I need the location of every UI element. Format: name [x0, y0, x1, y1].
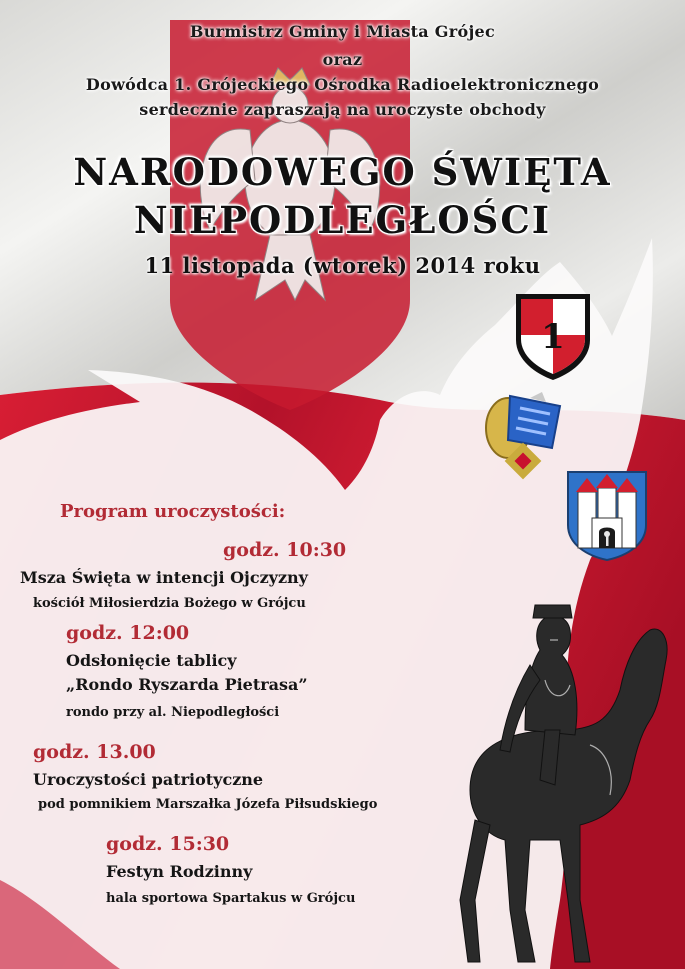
signals-corps-emblem: [480, 388, 572, 480]
event-time-1: godz. 10:30: [223, 539, 347, 561]
event-1-title: Msza Święta w intencji Ojczyzny: [20, 568, 308, 587]
event-date: 11 listopada (wtorek) 2014 roku: [144, 253, 541, 278]
event-2-subtitle: „Rondo Ryszarda Pietrasa”: [66, 675, 308, 694]
event-time-2: godz. 12:00: [66, 622, 190, 644]
event-2-location: rondo przy al. Niepodległości: [66, 705, 280, 720]
event-3-title: Uroczystości patriotyczne: [33, 770, 264, 789]
event-4-title: Festyn Rodzinny: [106, 862, 253, 881]
grojec-coat-of-arms-emblem: [566, 470, 648, 562]
header-line-invitation: serdecznie zapraszają na uroczyste obchody: [139, 100, 546, 119]
event-time-3: godz. 13.00: [33, 741, 156, 763]
event-4-location: hala sportowa Spartakus w Grójcu: [106, 891, 356, 906]
event-3-location: pod pomnikiem Marszałka Józefa Piłsudskiego: [38, 797, 378, 812]
event-1-location: kościół Miłosierdzia Bożego w Grójcu: [33, 596, 306, 611]
header-line-and: oraz: [322, 50, 363, 69]
event-title-line2: NIEPODLEGŁOŚCI: [133, 198, 552, 242]
event-time-4: godz. 15:30: [106, 833, 230, 855]
unit-badge-number: 1: [541, 317, 565, 357]
horseman-illustration: [430, 570, 675, 965]
program-heading: Program uroczystości:: [60, 501, 286, 522]
event-2-title: Odsłonięcie tablicy: [66, 651, 237, 670]
event-title-line1: NARODOWEGO ŚWIĘTA: [73, 150, 612, 194]
header-line-commander: Dowódca 1. Grójeckiego Ośrodka Radioelektronicznego: [85, 75, 600, 94]
header-line-mayor: Burmistrz Gminy i Miasta Grójec: [189, 22, 496, 41]
unit-badge-emblem: [512, 290, 594, 382]
